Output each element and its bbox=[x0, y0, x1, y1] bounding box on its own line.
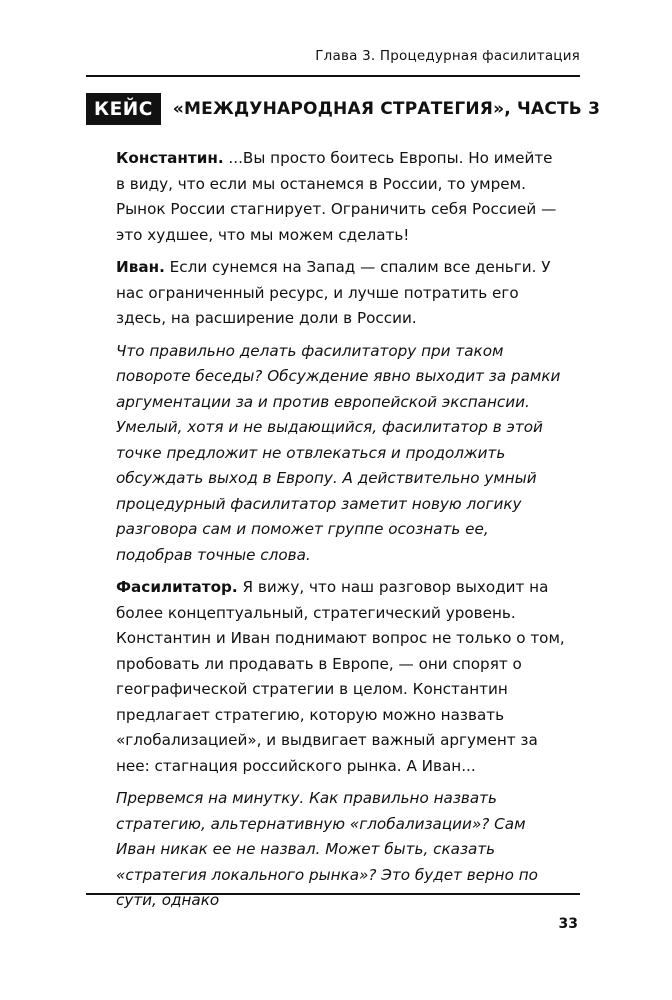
paragraph-text: ...Вы просто боитесь Европы. Но имейте в виду, что если мы останемся в России, то умрем. Рынок России стагнирует. Ограничить себя Россией — это худшее, что мы можем сделать! bbox=[116, 149, 557, 244]
body-text bbox=[116, 146, 566, 921]
case-tag: КЕЙС bbox=[86, 93, 161, 125]
paragraph-text: Если сунемся на Запад — спалим все деньги. У нас ограниченный ресурс, и лучше потратить его здесь, на расширение доли в России. bbox=[116, 258, 551, 327]
speaker-name: Иван. bbox=[116, 258, 165, 276]
case-title bbox=[86, 93, 600, 125]
speaker-name: Константин. bbox=[116, 149, 224, 167]
case-heading: «МЕЖДУНАРОДНАЯ СТРАТЕГИЯ», ЧАСТЬ 3 bbox=[172, 99, 601, 119]
footer-rule bbox=[86, 893, 580, 895]
running-header: Глава 3. Процедурная фасилитация bbox=[315, 48, 580, 64]
page-number: 33 bbox=[558, 916, 578, 932]
commentary-paragraph: Что правильно делать фасилитатору при таком повороте беседы? Обсуждение явно выходит за рамки аргументации за и против европейской экспансии. Умелый, хотя и не выдающийся, фасилитатор в этой точке предложит не отвлекаться и продолжить обсуждать выход в Европу. А действительно умный процедурный фасилитатор заметит новую логику разговора сам и поможет группе осознать ее, подобрав точные слова. bbox=[116, 341, 561, 564]
paragraph-ivan bbox=[116, 255, 566, 332]
paragraph-text: Я вижу, что наш разговор выходит на более концептуальный, стратегический уровень. Константин и Иван поднимают вопрос не только о том, пробовать ли продавать в Европе, — они спорят о географической стратегии в целом. Константин предлагает стратегию, которую можно назвать «глобализацией», и выдвигает важный аргумент за нее: стагнация российского рынка. А Иван... bbox=[116, 578, 565, 775]
speaker-name: Фасилитатор. bbox=[116, 578, 238, 596]
commentary-paragraph: Прервемся на минутку. Как правильно назвать стратегию, альтернативную «глобализации»? Сам Иван никак ее не назвал. Может быть, сказать «стратегия локального рынка»? Это будет верно по сути, однако bbox=[116, 789, 538, 909]
paragraph-facilitator bbox=[116, 575, 566, 779]
header-rule bbox=[86, 75, 580, 77]
paragraph-konstantin bbox=[116, 146, 566, 248]
